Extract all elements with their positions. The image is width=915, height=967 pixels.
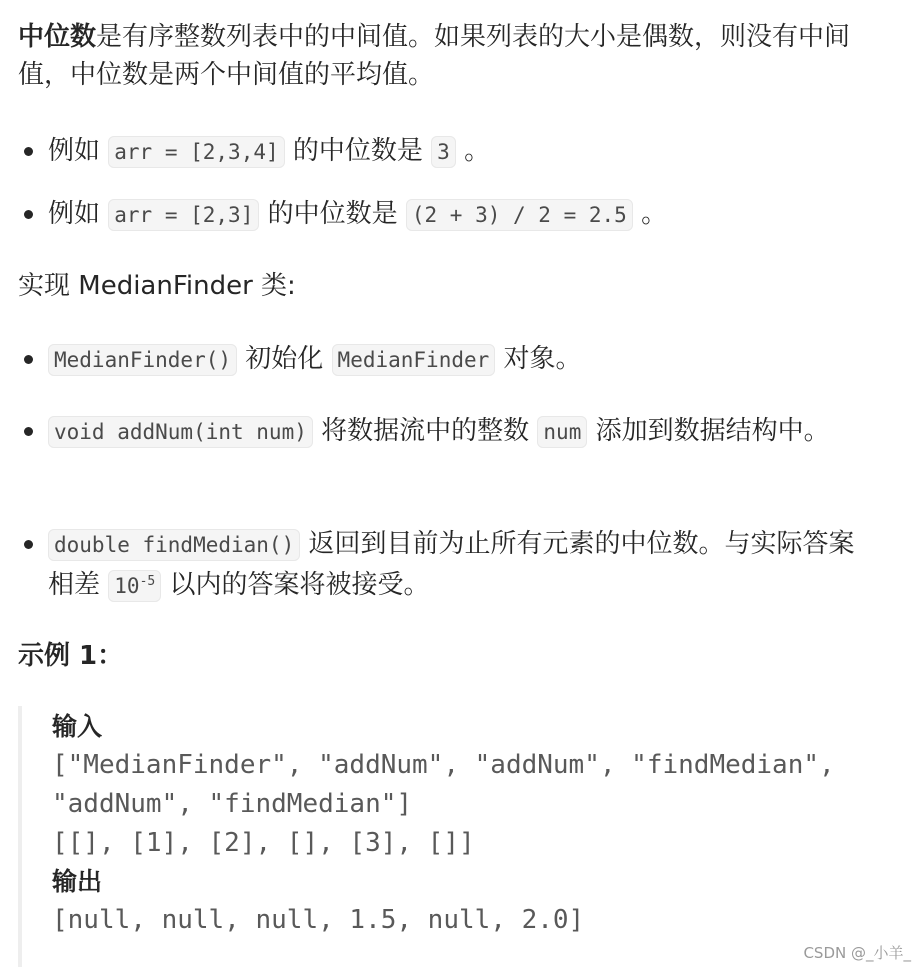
method-desc: 初始化: [237, 344, 332, 374]
inline-code: [108, 570, 161, 602]
list-prefix: 例如: [48, 136, 109, 166]
method-signature: void addNum(int num): [48, 416, 313, 448]
method-text: [48, 339, 848, 380]
implement-line: 实现 MedianFinder 类:: [18, 271, 296, 301]
median-term: 中位数: [18, 22, 97, 52]
input-line: ["MedianFinder", "addNum", "addNum", "findMedian",: [52, 750, 835, 780]
bullet-icon: [24, 147, 33, 156]
list-item-text: [48, 131, 848, 172]
method-desc: 返回到目前为止所有元素的中位数。与实际答案相差: [48, 529, 855, 600]
bullet-icon: [24, 210, 33, 219]
list-middle: 的中位数是: [284, 136, 432, 166]
list-suffix: 。: [455, 136, 491, 166]
bullet-icon: [24, 355, 33, 364]
method-desc-end: 添加到数据结构中。: [587, 416, 830, 446]
bullet-icon: [24, 427, 33, 436]
inline-code: arr = [2,3]: [108, 199, 259, 231]
list-suffix: 。: [632, 199, 668, 229]
list-prefix: 例如: [48, 199, 109, 229]
inline-code: num: [537, 416, 587, 448]
intro-text: 是有序整数列表中的中间值。如果列表的大小是偶数，则没有中间值，中位数是两个中间值的平均值。: [18, 22, 851, 90]
example-content: [52, 708, 912, 940]
method-text: [48, 411, 838, 452]
list-item-text: [48, 194, 848, 235]
exponent-base: 10: [114, 574, 140, 598]
input-label: 输入: [52, 712, 103, 741]
watermark: CSDN @_小羊_: [803, 944, 911, 962]
example-block: [18, 706, 915, 967]
inline-code: MedianFinder: [332, 344, 496, 376]
list-middle: 的中位数是: [259, 199, 406, 229]
exponent-power: -5: [139, 574, 156, 589]
bullet-icon: [24, 540, 33, 549]
input-args-line: [[], [1], [2], [], [3], []]: [52, 828, 475, 858]
inline-code: 3: [431, 136, 456, 168]
example-heading: 示例 1：: [18, 641, 124, 671]
output-line: [null, null, null, 1.5, null, 2.0]: [52, 905, 585, 935]
intro-paragraph: [18, 18, 898, 94]
method-text: [48, 524, 868, 606]
method-signature: MedianFinder(): [48, 344, 237, 376]
method-signature: double findMedian(): [48, 529, 300, 561]
inline-code: arr = [2,3,4]: [108, 136, 284, 168]
method-desc-end: 以内的答案将被接受。: [161, 570, 430, 600]
input-line: "addNum", "findMedian"]: [52, 789, 413, 819]
method-desc-end: 对象。: [495, 344, 582, 374]
method-desc: 将数据流中的整数: [312, 416, 538, 446]
output-label: 输出: [52, 867, 103, 896]
inline-code: (2 + 3) / 2 = 2.5: [406, 199, 633, 231]
